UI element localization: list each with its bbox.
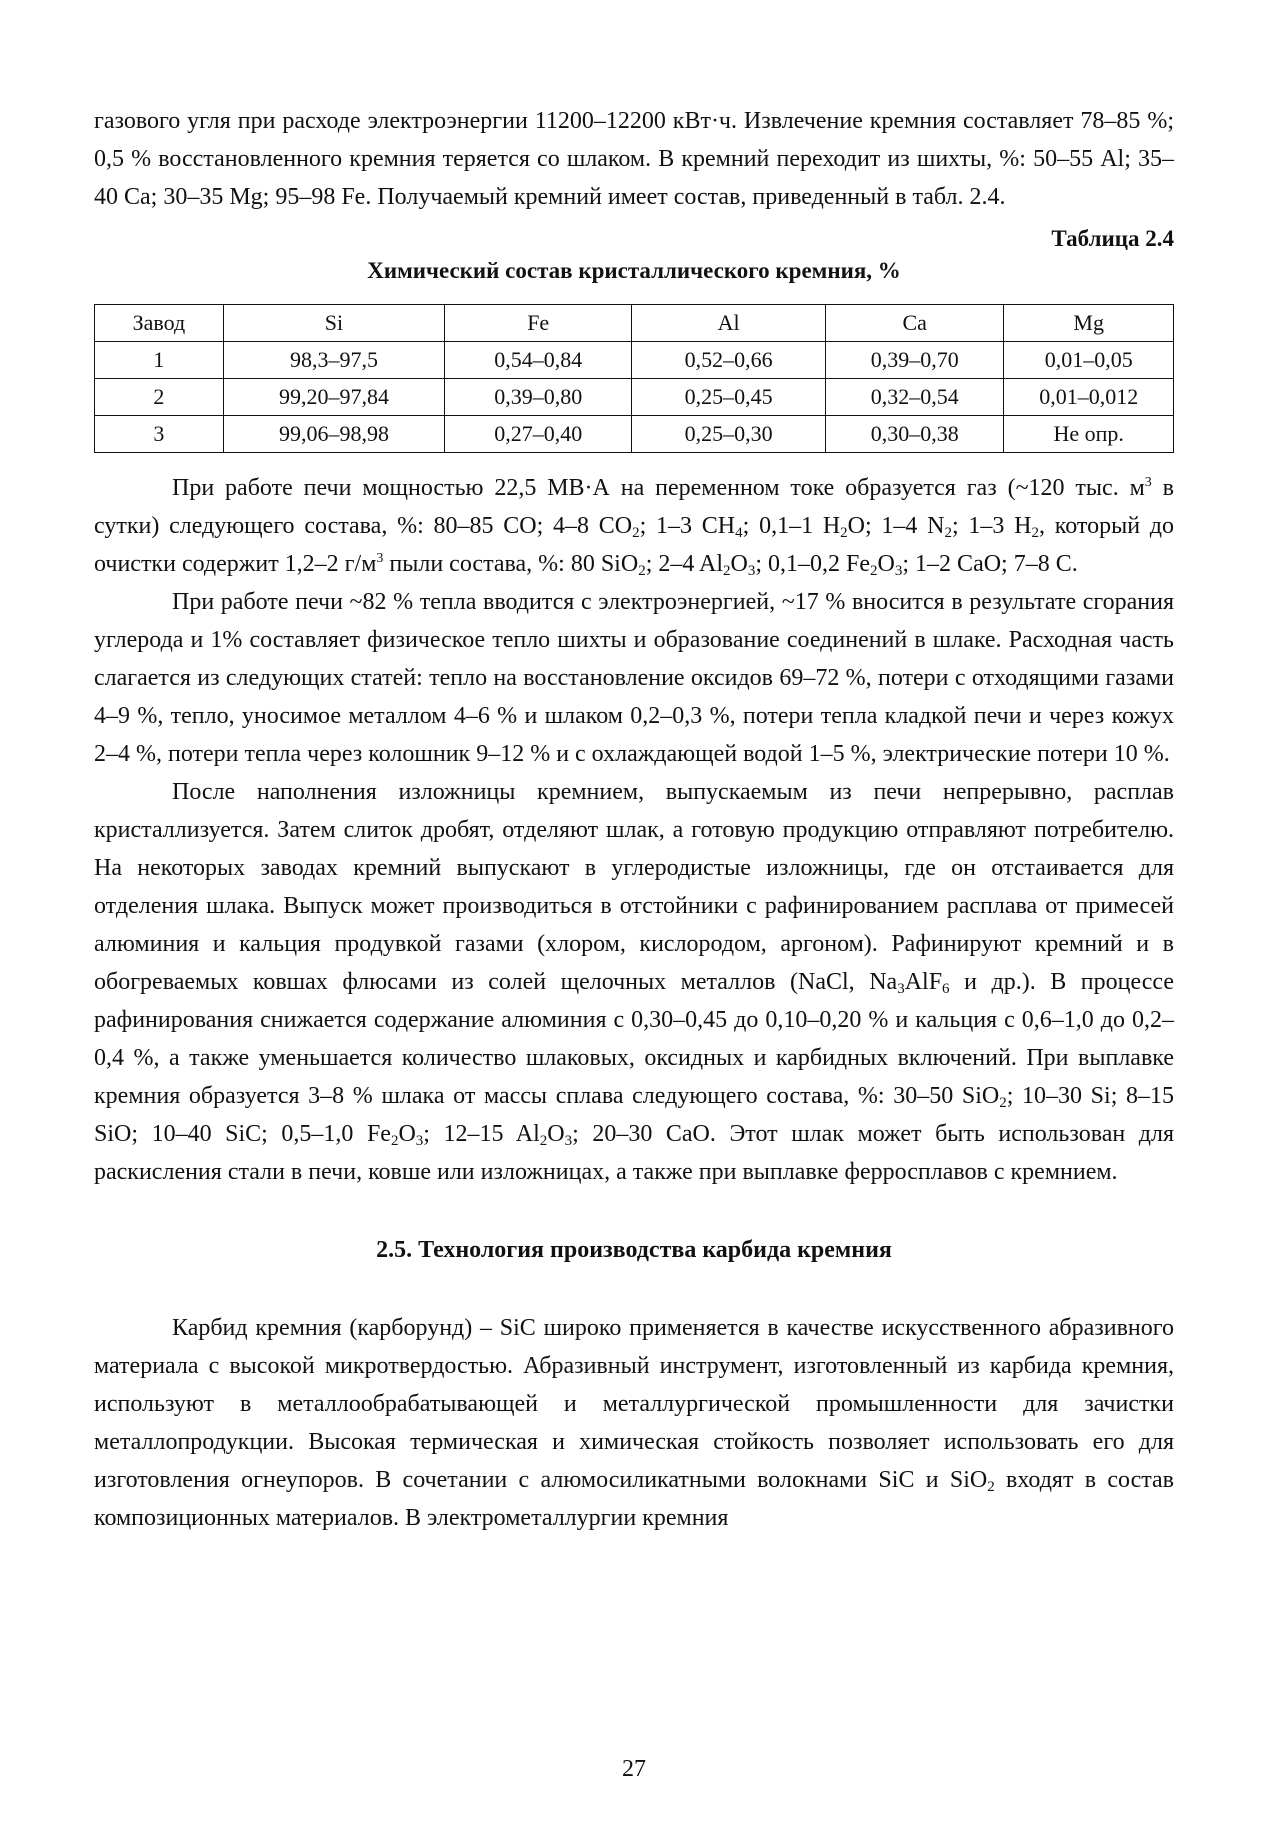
document-page xyxy=(94,102,1174,1537)
paragraph-refining: После наполнения изложницы кремнием, выпускаемым из печи непрерывно, расплав кристаллизуется. Затем слиток дробят, отделяют шлак, а готовую продукцию отправляют потребителю. На некоторых заводах кремний выпускают в углеродистые изложницы, где он отстаивается для отделения шлака. Выпуск может производиться в отстойники с рафинированием расплава от примесей алюминия и кальция продувкой газами (хлором, кислородом, аргоном). Рафинируют кремний и в обогреваемых ковшах флюсами из солей щелочных металлов (NaCl, $Na_3AlF_6$ и др.). В процессе рафинирования снижается содержание алюминия с 0,30–0,45 до 0,10–0,20 % и кальция с 0,6–1,0 до 0,2–0,4 %, а также уменьшается количество шлаковых, оксидных и карбидных включений. При выплавке кремния образуется 3–8 % шлака от массы сплава следующего состава, %: 30–50 SiO$_2$; 10–30 Si; 8–15 SiO; 10–40 SiC; 0,5–1,0 $Fe_2O_3$; 12–15 $Al_2O_3$; 20–30 CaO. Этот шлак может быть использован для раскисления стали в печи, ковше или изложницах, а также при выплавке ферросплавов с кремнием. xyxy=(94,779,1174,1185)
table-header-row xyxy=(95,305,1174,342)
header-cell-ca: Ca xyxy=(826,305,1004,342)
header-cell-si: Si xyxy=(223,305,444,342)
table-cell: 3 xyxy=(95,416,224,453)
table-cell: 0,30–0,38 xyxy=(826,416,1004,453)
header-cell-al: Al xyxy=(632,305,826,342)
table-row xyxy=(95,342,1174,379)
page-number: 27 xyxy=(622,1756,646,1782)
header-cell-mg: Mg xyxy=(1004,305,1174,342)
header-cell-plant: Завод xyxy=(95,305,224,342)
table-cell: 0,25–0,45 xyxy=(632,379,826,416)
table-cell: 2 xyxy=(95,379,224,416)
table-cell: 0,39–0,80 xyxy=(445,379,632,416)
table-title: Химический состав кристаллического кремния, % xyxy=(367,258,901,283)
table-cell: 99,06–98,98 xyxy=(223,416,444,453)
paragraph-intro: газового угля при расходе электроэнергии 11200–12200 кВт·ч. Извлечение кремния составляет 78–85 %; 0,5 % восстановленного кремния теряется со шлаком. В кремний переходит из шихты, %: 50–55 Al; 35–40 Ca; 30–35 Mg; 95–98 Fe. Получаемый кремний имеет состав, приведенный в табл. 2.4. xyxy=(94,108,1174,210)
table-cell: 0,52–0,66 xyxy=(632,342,826,379)
table-row xyxy=(95,379,1174,416)
table-cell: 98,3–97,5 xyxy=(223,342,444,379)
table-row xyxy=(95,416,1174,453)
table-cell: 0,25–0,30 xyxy=(632,416,826,453)
table-cell: 0,32–0,54 xyxy=(826,379,1004,416)
table-cell: 0,27–0,40 xyxy=(445,416,632,453)
table-cell: 0,39–0,70 xyxy=(826,342,1004,379)
table-cell: 0,01–0,05 xyxy=(1004,342,1174,379)
table-cell: 99,20–97,84 xyxy=(223,379,444,416)
table-cell: 1 xyxy=(95,342,224,379)
paragraph-silicon-carbide: Карбид кремния (карборунд) – SiC широко применяется в качестве искусственного абразивного материала с высокой микротвердостью. Абразивный инструмент, изготовленный из карбида кремния, используют в металлообрабатывающей и металлургической промышленности для зачистки металлопродукции. Высокая термическая и химическая стойкость позволяет использовать его для изготовления огнеупоров. В сочетании с алюмосиликатными волокнами SiC и SiO$_2$ входят в состав композиционных материалов. В электрометаллургии кремния xyxy=(94,1315,1174,1531)
table-caption: Таблица 2.4 xyxy=(1051,226,1174,251)
composition-table xyxy=(94,304,1174,453)
table-cell: 0,54–0,84 xyxy=(445,342,632,379)
section-heading: 2.5. Технология производства карбида кремния xyxy=(376,1237,892,1263)
paragraph-gas-composition: При работе печи мощностью 22,5 МВ·А на переменном токе образуется газ (~120 тыс. $м^3$ в сутки) следующего состава, %: 80–85 CO; 4–8 $CO_2$; 1–3 $CH_4$; 0,1–1 $H_2O$; 1–4 $N_2$; 1–3 $H_2$, который до очистки содержит 1,2–2 $г/м^3$ пыли состава, %: 80 SiO$_2$; 2–4 $Al_2O_3$; 0,1–0,2 $Fe_2O_3$; 1–2 CaO; 7–8 C. xyxy=(94,475,1175,579)
table-cell: 0,01–0,012 xyxy=(1004,379,1174,416)
header-cell-fe: Fe xyxy=(445,305,632,342)
paragraph-heat-balance: При работе печи ~82 % тепла вводится с электроэнергией, ~17 % вносится в результате сгорания углерода и 1% составляет физическое тепло шихты и образование соединений в шлаке. Расходная часть слагается из следующих статей: тепло на восстановление оксидов 69–72 %, потери с отходящими газами 4–9 %, тепло, уносимое металлом 4–6 % и шлаком 0,2–0,3 %, потери тепла кладкой печи и через кожух 2–4 %, потери тепла через колошник 9–12 % и с охлаждающей водой 1–5 %, электрические потери 10 %. xyxy=(94,589,1174,767)
table-cell: Не опр. xyxy=(1004,416,1174,453)
